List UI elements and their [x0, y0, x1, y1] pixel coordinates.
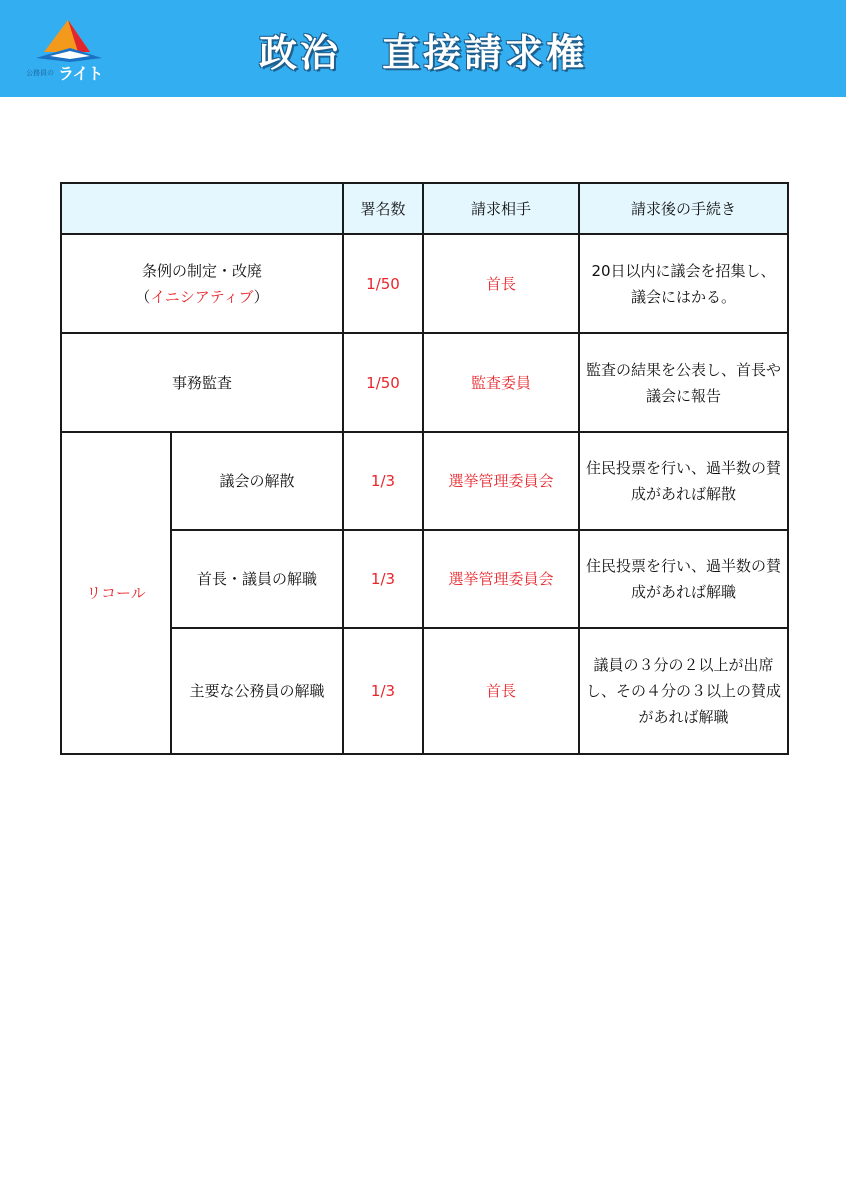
- direct-request-table: [60, 182, 789, 755]
- page-title: 政治 直接請求権: [258, 31, 587, 75]
- target-cell: 選挙管理委員会: [423, 530, 579, 628]
- header-cell-signatures: 署名数: [343, 183, 423, 234]
- item-cell: [61, 234, 343, 333]
- paren-close: ）: [253, 287, 269, 306]
- item-cell: 議会の解散: [171, 432, 343, 530]
- logo-name: ライト: [58, 64, 103, 83]
- table-row: [61, 333, 788, 432]
- table-row: [61, 628, 788, 754]
- procedure-cell: 監査の結果を公表し、首長や議会に報告: [579, 333, 788, 432]
- signatures-cell: 1/3: [343, 530, 423, 628]
- initiative-label: イニシアティブ: [150, 287, 254, 306]
- signatures-cell: 1/3: [343, 432, 423, 530]
- target-cell: 首長: [423, 234, 579, 333]
- signatures-cell: 1/50: [343, 333, 423, 432]
- recall-label-cell: リコール: [61, 432, 171, 754]
- item-cell: 首長・議員の解職: [171, 530, 343, 628]
- paren-open: （: [135, 287, 151, 306]
- item-name: 条例の制定・改廃: [141, 261, 262, 280]
- signatures-cell: 1/50: [343, 234, 423, 333]
- header-cell-item: [61, 183, 343, 234]
- table-row: [61, 432, 788, 530]
- item-cell: 事務監査: [61, 333, 343, 432]
- item-cell: 主要な公務員の解職: [171, 628, 343, 754]
- logo-subtitle: 公務員の: [26, 69, 54, 77]
- table-row: [61, 530, 788, 628]
- signatures-cell: 1/3: [343, 628, 423, 754]
- procedure-cell: 住民投票を行い、過半数の賛成があれば解散: [579, 432, 788, 530]
- header-cell-target: 請求相手: [423, 183, 579, 234]
- header-cell-procedure: 請求後の手続き: [579, 183, 788, 234]
- procedure-cell: 住民投票を行い、過半数の賛成があれば解職: [579, 530, 788, 628]
- header-bar: [0, 0, 846, 97]
- table-header-row: [61, 183, 788, 234]
- target-cell: 首長: [423, 628, 579, 754]
- table-row: [61, 234, 788, 333]
- target-cell: 監査委員: [423, 333, 579, 432]
- target-cell: 選挙管理委員会: [423, 432, 579, 530]
- procedure-cell: 20日以内に議会を招集し、議会にはかる。: [579, 234, 788, 333]
- procedure-cell: 議員の３分の２以上が出席し、その４分の３以上の賛成があれば解職: [579, 628, 788, 754]
